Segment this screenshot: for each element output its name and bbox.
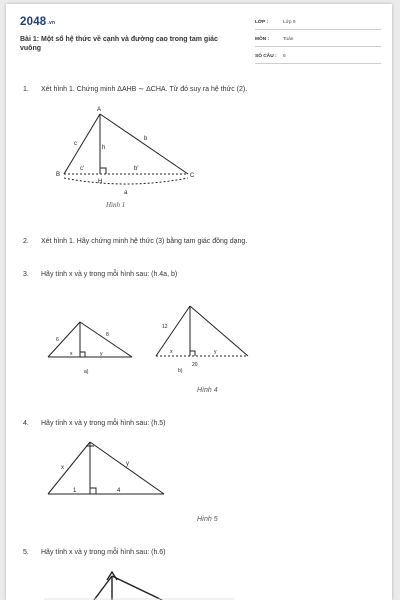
svg-text:x: x: [70, 351, 73, 357]
label-side-c: c: [74, 141, 77, 147]
label-side-b: b: [144, 136, 148, 142]
svg-text:y: y: [100, 351, 103, 357]
question-5: 5. Hãy tính x và y trong mỗi hình sau: (h.6): [23, 549, 166, 556]
label-a-length: a: [124, 190, 128, 196]
meta-panel: [255, 18, 381, 69]
question-3: 3. Hãy tính x và y trong mỗi hình sau: (h.4a, b): [23, 271, 178, 278]
label-h-foot: H: [98, 179, 103, 185]
svg-text:4: 4: [117, 488, 121, 494]
figure-5-caption: Hình 5: [197, 516, 218, 523]
meta-subject: MÔN : Toán: [255, 35, 381, 47]
brace-a: [64, 178, 188, 184]
figure-6-triangle-partial: [44, 566, 234, 600]
figure-5-triangle: [44, 436, 168, 498]
svg-text:20: 20: [192, 362, 198, 368]
label-c-vertex: C: [190, 173, 195, 179]
meta-question-count: SỐ CÂU : 6: [255, 52, 381, 64]
question-1: 1. Xét hình 1. Chứng minh ΔAHB ∼ ΔCHA. Từ đó suy ra hệ thức (2).: [23, 86, 248, 93]
worksheet-page: [6, 4, 392, 600]
side-ac: [100, 114, 188, 174]
lesson-title: Bài 1: Một số hệ thức về cạnh và đường cao trong tam giác vuông: [20, 36, 218, 52]
svg-text:x: x: [61, 465, 64, 471]
svg-text:x: x: [170, 349, 173, 355]
svg-text:y: y: [126, 461, 129, 467]
worksheet-header: [6, 4, 392, 68]
svg-text:y: y: [214, 349, 217, 355]
figure-4a-triangle: [42, 314, 138, 376]
label-b-prime: b': [134, 166, 139, 172]
label-a-vertex: A: [97, 107, 102, 113]
meta-grade: LỚP : Lớp 9: [255, 18, 381, 30]
svg-text:1: 1: [73, 488, 77, 494]
question-4: 4. Hãy tính x và y trong mỗi hình sau: (h.5): [23, 420, 166, 427]
figure-1-triangle: [50, 104, 200, 214]
site-logo[interactable]: $2048_{.vn}$: [20, 16, 56, 28]
svg-text:8: 8: [106, 332, 109, 338]
label-b-vertex: B: [56, 172, 61, 178]
question-2: 2. Xét hình 1. Hãy chứng minh hệ thức (3) bằng tam giác đồng dạng.: [23, 238, 248, 245]
svg-text:a): a): [84, 369, 89, 375]
side-ab: [64, 114, 100, 174]
figure-1-caption: Hình 1: [106, 201, 126, 209]
figure-4-caption: Hình 4: [197, 387, 218, 394]
svg-text:12: 12: [162, 324, 168, 330]
svg-text:b): b): [178, 368, 183, 374]
right-angle-mark: [100, 168, 106, 174]
figure-4b-triangle: [152, 300, 252, 380]
svg-text:6: 6: [56, 337, 59, 343]
label-c-prime: c': [80, 166, 85, 172]
label-height-h: h: [102, 145, 106, 151]
